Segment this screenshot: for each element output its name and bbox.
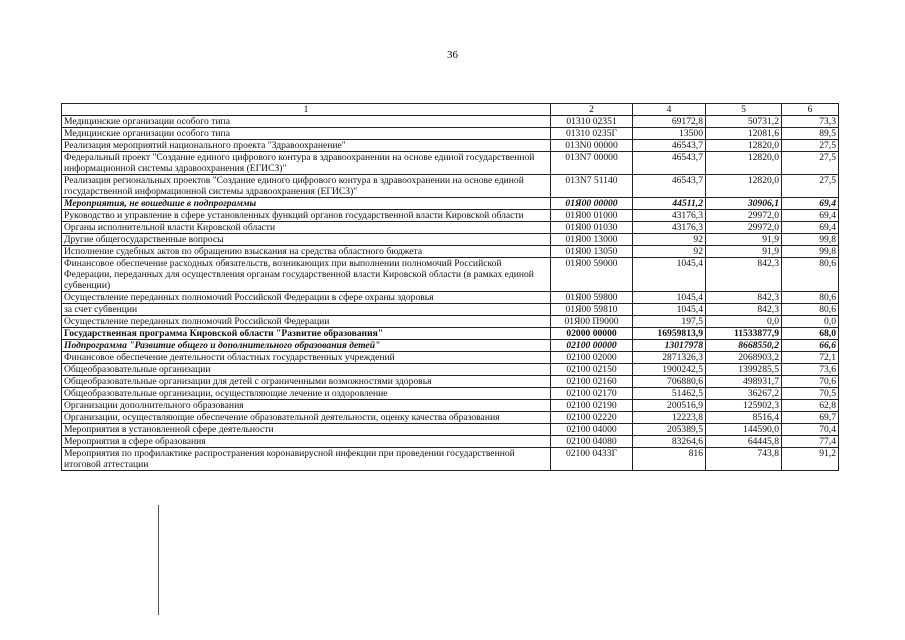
row-actual-cell: 8516,4 xyxy=(706,412,782,424)
row-actual-cell: 91,9 xyxy=(706,246,782,258)
row-percent-cell: 73,3 xyxy=(782,116,839,128)
row-percent-cell: 62,8 xyxy=(782,400,839,412)
row-code-cell: 01Я00 П9000 xyxy=(551,316,633,328)
row-actual-cell: 125902,3 xyxy=(706,400,782,412)
row-code-cell: 01Я00 13050 xyxy=(551,246,633,258)
row-name-cell: Общеобразовательные организации для детей с ограниченными возможностями здоровья xyxy=(62,376,551,388)
row-plan-cell: 200516,9 xyxy=(633,400,706,412)
row-plan-cell: 51462,5 xyxy=(633,388,706,400)
row-percent-cell: 80,6 xyxy=(782,304,839,316)
row-name-cell: Исполнение судебных актов по обращению взыскания на средства областного бюджета xyxy=(62,246,551,258)
table-row xyxy=(62,412,839,424)
row-actual-cell: 144590,0 xyxy=(706,424,782,436)
row-name-cell: Осуществление переданных полномочий Российской Федерации в сфере охраны здоровья xyxy=(62,292,551,304)
row-name-cell: Общеобразовательные организации, осуществляющие лечение и оздоровление xyxy=(62,388,551,400)
row-percent-cell: 70,4 xyxy=(782,424,839,436)
row-actual-cell: 743,8 xyxy=(706,448,782,471)
row-plan-cell: 46543,7 xyxy=(633,140,706,152)
row-actual-cell: 29972,0 xyxy=(706,210,782,222)
row-name-cell: за счет субвенции xyxy=(62,304,551,316)
row-name-cell: Медицинские организации особого типа xyxy=(62,128,551,140)
row-actual-cell: 12820,0 xyxy=(706,175,782,198)
row-plan-cell: 13500 xyxy=(633,128,706,140)
row-code-cell: 02100 00000 xyxy=(551,340,633,352)
row-plan-cell: 43176,3 xyxy=(633,210,706,222)
row-plan-cell: 46543,7 xyxy=(633,152,706,175)
row-code-cell: 01Я00 59800 xyxy=(551,292,633,304)
row-percent-cell: 99,8 xyxy=(782,234,839,246)
header-cell-name: 1 xyxy=(62,104,551,116)
row-code-cell: 02100 02170 xyxy=(551,388,633,400)
row-percent-cell: 73,6 xyxy=(782,364,839,376)
row-actual-cell: 12820,0 xyxy=(706,152,782,175)
row-plan-cell: 44511,2 xyxy=(633,198,706,210)
row-actual-cell: 30906,1 xyxy=(706,198,782,210)
row-percent-cell: 69,4 xyxy=(782,222,839,234)
row-plan-cell: 205389,5 xyxy=(633,424,706,436)
row-actual-cell: 12081,6 xyxy=(706,128,782,140)
row-code-cell: 02100 02150 xyxy=(551,364,633,376)
row-plan-cell: 197,5 xyxy=(633,316,706,328)
row-code-cell: 01Я00 13000 xyxy=(551,234,633,246)
row-actual-cell: 1399285,5 xyxy=(706,364,782,376)
row-code-cell: 02100 0433Г xyxy=(551,448,633,471)
table-row xyxy=(62,198,839,210)
row-name-cell: Подпрограмма "Развитие общего и дополнительного образования детей" xyxy=(62,340,551,352)
row-name-cell: Медицинские организации особого типа xyxy=(62,116,551,128)
row-actual-cell: 842,3 xyxy=(706,292,782,304)
row-plan-cell: 1045,4 xyxy=(633,304,706,316)
row-name-cell: Мероприятия по профилактике распространения коронавирусной инфекции при проведении государственной итоговой аттестации xyxy=(62,448,551,471)
row-name-cell: Осуществление переданных полномочий Российской Федерации xyxy=(62,316,551,328)
row-code-cell: 02100 02220 xyxy=(551,412,633,424)
row-name-cell: Другие общегосударственные вопросы xyxy=(62,234,551,246)
budget-table xyxy=(61,103,839,471)
row-code-cell: 01310 02351 xyxy=(551,116,633,128)
row-actual-cell: 11533877,9 xyxy=(706,328,782,340)
row-name-cell: Общеобразовательные организации xyxy=(62,364,551,376)
row-name-cell: Реализация мероприятий национального проекта "Здравоохранение" xyxy=(62,140,551,152)
table-row xyxy=(62,424,839,436)
row-code-cell: 013N7 00000 xyxy=(551,152,633,175)
row-percent-cell: 99,8 xyxy=(782,246,839,258)
table-row xyxy=(62,364,839,376)
row-percent-cell: 80,6 xyxy=(782,258,839,292)
row-code-cell: 013N7 51140 xyxy=(551,175,633,198)
row-percent-cell: 68,0 xyxy=(782,328,839,340)
row-code-cell: 01Я00 59810 xyxy=(551,304,633,316)
row-percent-cell: 69,7 xyxy=(782,412,839,424)
row-actual-cell: 50731,2 xyxy=(706,116,782,128)
row-code-cell: 013N0 00000 xyxy=(551,140,633,152)
row-code-cell: 01Я00 00000 xyxy=(551,198,633,210)
page-number: 36 xyxy=(447,49,458,61)
row-percent-cell: 27,5 xyxy=(782,175,839,198)
row-plan-cell: 43176,3 xyxy=(633,222,706,234)
row-code-cell: 02100 04080 xyxy=(551,436,633,448)
row-plan-cell: 816 xyxy=(633,448,706,471)
row-code-cell: 01Я00 59000 xyxy=(551,258,633,292)
table-row xyxy=(62,222,839,234)
row-plan-cell: 83264,6 xyxy=(633,436,706,448)
row-code-cell: 01Я00 01000 xyxy=(551,210,633,222)
table-row xyxy=(62,448,839,471)
table-row xyxy=(62,340,839,352)
row-name-cell: Федеральный проект "Создание единого цифрового контура в здравоохранении на основе единой государственной информационной системы здравоохранения (ЕГИСЗ)" xyxy=(62,152,551,175)
row-percent-cell: 27,5 xyxy=(782,152,839,175)
table-row xyxy=(62,140,839,152)
table-row xyxy=(62,436,839,448)
row-name-cell: Организации, осуществляющие обеспечение образовательной деятельности, оценку качества образования xyxy=(62,412,551,424)
row-actual-cell: 36267,2 xyxy=(706,388,782,400)
row-code-cell: 02000 00000 xyxy=(551,328,633,340)
row-name-cell: Государственная программа Кировской области "Развитие образования" xyxy=(62,328,551,340)
table-row xyxy=(62,246,839,258)
row-actual-cell: 2068903,2 xyxy=(706,352,782,364)
row-code-cell: 01Я00 01030 xyxy=(551,222,633,234)
row-plan-cell: 46543,7 xyxy=(633,175,706,198)
row-actual-cell: 29972,0 xyxy=(706,222,782,234)
header-cell-plan: 4 xyxy=(633,104,706,116)
table-row xyxy=(62,152,839,175)
row-percent-cell: 27,5 xyxy=(782,140,839,152)
table-row xyxy=(62,352,839,364)
row-percent-cell: 91,2 xyxy=(782,448,839,471)
row-percent-cell: 77,4 xyxy=(782,436,839,448)
table-row xyxy=(62,316,839,328)
table-row xyxy=(62,234,839,246)
table-row xyxy=(62,388,839,400)
row-plan-cell: 1045,4 xyxy=(633,258,706,292)
row-actual-cell: 64445,8 xyxy=(706,436,782,448)
row-plan-cell: 92 xyxy=(633,234,706,246)
row-plan-cell: 1900242,5 xyxy=(633,364,706,376)
row-code-cell: 02100 02000 xyxy=(551,352,633,364)
row-percent-cell: 69,4 xyxy=(782,198,839,210)
row-code-cell: 01310 0235Г xyxy=(551,128,633,140)
row-actual-cell: 842,3 xyxy=(706,304,782,316)
row-name-cell: Мероприятия в сфере образования xyxy=(62,436,551,448)
table-row xyxy=(62,328,839,340)
header-cell-code: 2 xyxy=(551,104,633,116)
row-actual-cell: 8668550,2 xyxy=(706,340,782,352)
row-actual-cell: 12820,0 xyxy=(706,140,782,152)
table-row xyxy=(62,258,839,292)
table-row xyxy=(62,210,839,222)
row-percent-cell: 80,6 xyxy=(782,292,839,304)
table-row xyxy=(62,128,839,140)
row-name-cell: Реализация региональных проектов "Создание единого цифрового контура в здравоохранении на основе единой государственной информационной системы здравоохранения (ЕГИСЗ)" xyxy=(62,175,551,198)
table-row xyxy=(62,292,839,304)
row-percent-cell: 69,4 xyxy=(782,210,839,222)
row-name-cell: Финансовое обеспечение расходных обязательств, возникающих при выполнении полномочий Российской Федерации, переданных для осуществления органам государственной власти Кировской области (в рамках единой субвенции) xyxy=(62,258,551,292)
row-code-cell: 02100 02160 xyxy=(551,376,633,388)
row-plan-cell: 12223,8 xyxy=(633,412,706,424)
row-actual-cell: 842,3 xyxy=(706,258,782,292)
table-row xyxy=(62,175,839,198)
row-plan-cell: 69172,8 xyxy=(633,116,706,128)
header-cell-percent: 6 xyxy=(782,104,839,116)
row-percent-cell: 89,5 xyxy=(782,128,839,140)
row-actual-cell: 91,9 xyxy=(706,234,782,246)
margin-line xyxy=(158,505,159,615)
row-code-cell: 02100 02190 xyxy=(551,400,633,412)
row-name-cell: Финансовое обеспечение деятельности областных государственных учреждений xyxy=(62,352,551,364)
row-actual-cell: 0,0 xyxy=(706,316,782,328)
row-code-cell: 02100 04000 xyxy=(551,424,633,436)
row-plan-cell: 2871326,3 xyxy=(633,352,706,364)
row-plan-cell: 706880,6 xyxy=(633,376,706,388)
table-header-row xyxy=(62,104,839,116)
row-actual-cell: 498931,7 xyxy=(706,376,782,388)
table-row xyxy=(62,400,839,412)
row-name-cell: Мероприятия, не вошедшие в подпрограммы xyxy=(62,198,551,210)
table-row xyxy=(62,376,839,388)
row-plan-cell: 92 xyxy=(633,246,706,258)
row-plan-cell: 13017978 xyxy=(633,340,706,352)
row-percent-cell: 66,6 xyxy=(782,340,839,352)
row-percent-cell: 70,5 xyxy=(782,388,839,400)
row-percent-cell: 70,6 xyxy=(782,376,839,388)
row-plan-cell: 16959813,9 xyxy=(633,328,706,340)
row-name-cell: Организации дополнительного образования xyxy=(62,400,551,412)
header-cell-actual: 5 xyxy=(706,104,782,116)
row-name-cell: Мероприятия в установленной сфере деятельности xyxy=(62,424,551,436)
row-percent-cell: 0,0 xyxy=(782,316,839,328)
table-row xyxy=(62,116,839,128)
row-plan-cell: 1045,4 xyxy=(633,292,706,304)
table-row xyxy=(62,304,839,316)
row-percent-cell: 72,1 xyxy=(782,352,839,364)
row-name-cell: Органы исполнительной власти Кировской области xyxy=(62,222,551,234)
row-name-cell: Руководство и управление в сфере установленных функций органов государственной власти Кировской области xyxy=(62,210,551,222)
